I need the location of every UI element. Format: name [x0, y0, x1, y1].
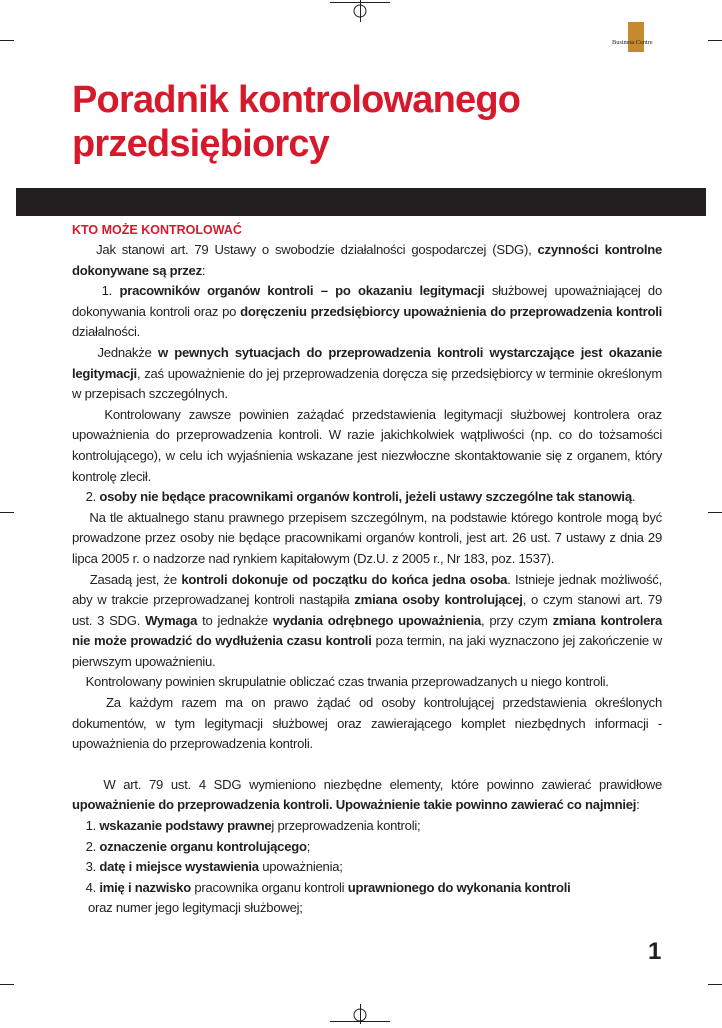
paragraph: Zasadą jest, że kontroli dokonuje od początku do końca jedna osoba. Istnieje jednak możliwość, aby w trakcie przeprowadzanej kontroli nastąpiła zmiana osoby kontrolującej, o czym stanowi art. 79 ust. 3 SDG. Wymaga to jednakże wydania odrębnego upoważnienia, przy czym zmiana kontrolera nie może prowadzić do wydłużenia czasu kontroli poza termin, na jaki wyznaczono jej zakończenie w pierwszym upoważnieniu.	[72, 571, 663, 669]
logo-bar	[628, 22, 644, 52]
paragraph: Jednakże w pewnych sytuacjach do przeprowadzenia kontroli wystarczające jest okazanie legitymacji, zaś upoważnienie do jej przeprowadzenia doręcza się przedsiębiorcy w terminie określonym w przepisach szczególnych.	[72, 344, 662, 402]
list-item: 1. wskazanie podstawy prawnej przeprowadzenia kontroli;	[85, 818, 421, 834]
paragraph: Kontrolowany zawsze powinien zażądać przedstawienia legitymacji służbowej kontrolera oraz upoważnienia do przeprowadzenia kontroli. W razie jakichkolwiek wątpliwości (np. co do tożsamości kontrolującego), w celu ich wyjaśnienia wskazane jest niezwłoczne skontaktowanie się z organem, który kontrolę zlecił.	[72, 406, 662, 484]
crop-mark	[708, 984, 722, 985]
page-title-line1: Poradnik kontrolowanego	[72, 79, 521, 121]
business-centre-logo	[612, 22, 662, 54]
page-title	[72, 78, 672, 166]
paragraph: Kontrolowany powinien skrupulatnie obliczać czas trwania przeprowadzanych u niego kontroli.	[85, 674, 609, 690]
crop-mark	[0, 984, 14, 985]
paragraph: Jak stanowi art. 79 Ustawy o swobodzie działalności gospodarczej (SDG), czynności kontrolne dokonywane są przez:	[72, 242, 662, 278]
page-title-line2: przedsiębiorcy	[72, 123, 330, 165]
section-heading: KTO MOŻE KONTROLOWAĆ	[72, 223, 242, 237]
paragraph: 2. osoby nie będące pracownikami organów kontroli, jeżeli ustawy szczególne tak stanowią.	[85, 489, 636, 505]
spacer	[72, 755, 662, 775]
section-divider-bar	[16, 188, 706, 216]
paragraph: Na tle aktualnego stanu prawnego przepisem szczególnym, na podstawie którego kontrole mogą być prowadzone przez osoby nie będące pracownikami organów kontroli, jest art. 26 ust. 7 ustawy z dnia 29 lipca 2005 r. o nadzorze nad rynkiem kapitałowym (Dz.U. z 2005 r., Nr 183, poz. 1537).	[72, 509, 662, 566]
registration-mark-icon	[347, 1002, 373, 1028]
list-item: 4. imię i nazwisko pracownika organu kontroli uprawnionego do wykonania kontroli oraz numer jego legitymacji służbowej;	[72, 878, 662, 919]
crop-mark	[0, 512, 14, 513]
list-item: 2. oznaczenie organu kontrolującego;	[85, 838, 311, 854]
logo-text: Business Centre	[612, 39, 653, 46]
list-item: 3. datę i miejsce wystawienia upoważnienia;	[85, 859, 343, 875]
crop-mark	[708, 40, 722, 41]
paragraph: 1. pracowników organów kontroli – po okazaniu legitymacji służbowej upoważniającej do dokonywania kontroli oraz po doręczeniu przedsiębiorcy upoważnienia do przeprowadzenia kontroli działalności.	[72, 283, 662, 340]
registration-mark-icon	[347, 0, 373, 24]
paragraph: W art. 79 ust. 4 SDG wymieniono niezbędne elementy, które powinno zawierać prawidłowe upoważnienie do przeprowadzenia kontroli. Upoważnienie takie powinno zawierać co najmniej:	[72, 776, 662, 813]
crop-mark	[0, 40, 14, 41]
paragraph: Za każdym razem ma on prawo żądać od osoby kontrolującej przedstawienia określonych dokumentów, w tym legitymacji służbowej oraz zawierającego komplet niezbędnych informacji - upoważnienia do przeprowadzenia kontroli.	[72, 695, 662, 752]
page-number: 1	[648, 938, 662, 965]
crop-mark	[708, 512, 722, 513]
list-item-continuation: oraz numer jego legitymacji służbowej;	[88, 900, 303, 916]
article-body	[72, 220, 662, 919]
